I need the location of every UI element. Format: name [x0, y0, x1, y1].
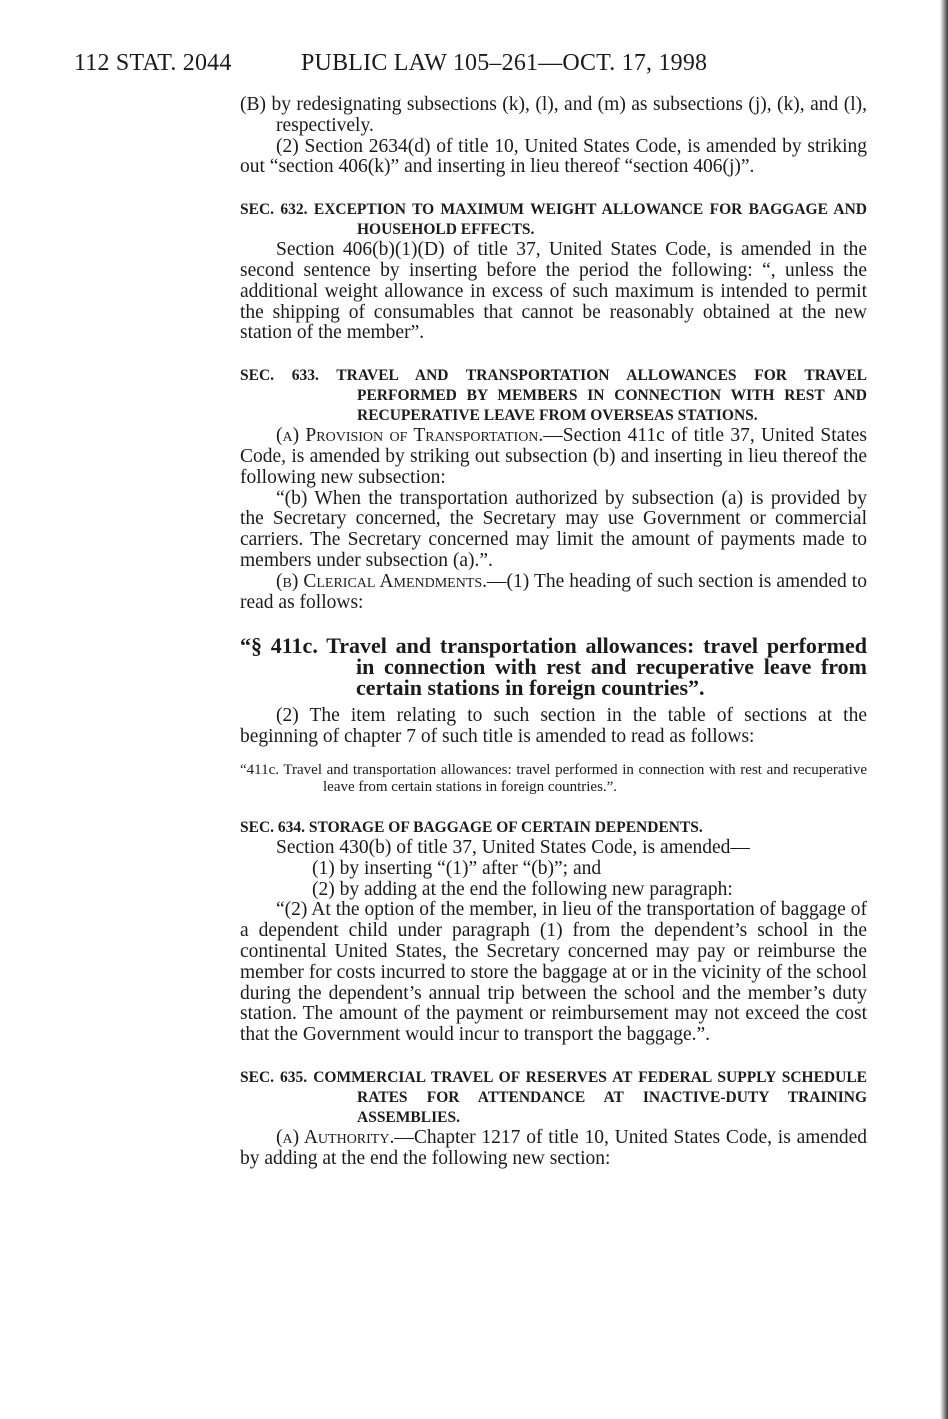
- section-411c-heading: “§ 411c. Travel and transportation allowances: travel performed in connection with rest and recuperative leave from certain stations in foreign countries”.: [240, 633, 867, 701]
- scan-page-edge: [940, 0, 948, 1419]
- table-of-sections-item: “411c. Travel and transportation allowances: travel performed in connection with rest and recuperative leave from certain stations in foreign countries.”.: [240, 761, 867, 795]
- section-633-a-label: (a) Provision of Transportation.: [276, 425, 544, 447]
- section-635-subsection-a: [240, 1128, 867, 1170]
- paragraph-2-section-2634: (2) Section 2634(d) of title 10, United States Code, is amended by striking out “section 406(k)” and inserting in lieu thereof “section 406(j)”.: [240, 135, 867, 178]
- section-633-a-text: —Section 411c of title 37, United States Code, is amended by striking out subsection (b) and inserting in lieu thereof the following new subsection:: [240, 425, 867, 488]
- section-634-quoted-paragraph: “(2) At the option of the member, in lieu of the transportation of baggage of a dependent child under paragraph (1) from the dependent’s school in the continental United States, the Secretary concerned may pay or reimburse the member for costs incurred to store the baggage at or in the vicinity of the school during the dependent’s annual trip between the school and the member’s duty station. The amount of the payment or reimbursement may not exceed the cost that the Government would incur to transport the baggage.”.: [240, 899, 867, 1046]
- section-635-a-label: (a) Authority.: [276, 1126, 395, 1148]
- section-633-heading: SEC. 633. TRAVEL AND TRANSPORTATION ALLOWANCES FOR TRAVEL PERFORMED BY MEMBERS IN CONNECTION WITH REST AND RECUPERATIVE LEAVE FROM OVERSEAS STATIONS.: [240, 367, 867, 425]
- section-634-item-2: (2) by adding at the end the following new paragraph:: [312, 878, 733, 900]
- statute-page-number: 112 STAT. 2044: [74, 50, 232, 76]
- section-634-heading: SEC. 634. STORAGE OF BAGGAGE OF CERTAIN DEPENDENTS.: [240, 818, 703, 836]
- public-law-citation: PUBLIC LAW 105–261—OCT. 17, 1998: [301, 50, 708, 76]
- running-header: [74, 46, 794, 80]
- section-632-text: Section 406(b)(1)(D) of title 37, United States Code, is amended in the second sentence by inserting before the period the following: “, unless the additional weight allowance in excess of such maximum is intended to permit the shipping of consumables that cannot be reasonably obtained at the new station of the member”.: [240, 239, 867, 344]
- section-632-heading: SEC. 632. EXCEPTION TO MAXIMUM WEIGHT ALLOWANCE FOR BAGGAGE AND HOUSEHOLD EFFECTS.: [240, 201, 867, 239]
- section-633-subsection-a: [240, 426, 867, 488]
- paragraph-b-redesignate: (B) by redesignating subsections (k), (l), and (m) as subsections (j), (k), and (l), respectively.: [240, 94, 867, 136]
- statute-body: [240, 95, 867, 1170]
- section-634-item-1: (1) by inserting “(1)” after “(b)”; and: [312, 857, 602, 879]
- section-633-b-label: (b) Clerical Amendments.: [276, 570, 488, 592]
- section-635-heading: SEC. 635. COMMERCIAL TRAVEL OF RESERVES AT FEDERAL SUPPLY SCHEDULE RATES FOR ATTENDANCE AT INACTIVE-DUTY TRAINING ASSEMBLIES.: [240, 1068, 867, 1126]
- section-634-intro: Section 430(b) of title 37, United States Code, is amended—: [276, 836, 750, 858]
- section-633-subsection-b: [240, 572, 867, 614]
- section-633-b2-text: (2) The item relating to such section in the table of sections at the beginning of chapter 7 of such title is amended to read as follows:: [240, 705, 867, 748]
- section-633-b-text: —(1) The heading of such section is amended to read as follows:: [240, 570, 867, 613]
- section-633-quoted-subsection: “(b) When the transportation authorized by subsection (a) is provided by the Secretary concerned, the Secretary may use Government or commercial carriers. The Secretary concerned may limit the amount of payments made to members under subsection (a).”.: [240, 487, 867, 571]
- section-635-a-text: —Chapter 1217 of title 10, United States Code, is amended by adding at the end the following new section:: [240, 1126, 868, 1169]
